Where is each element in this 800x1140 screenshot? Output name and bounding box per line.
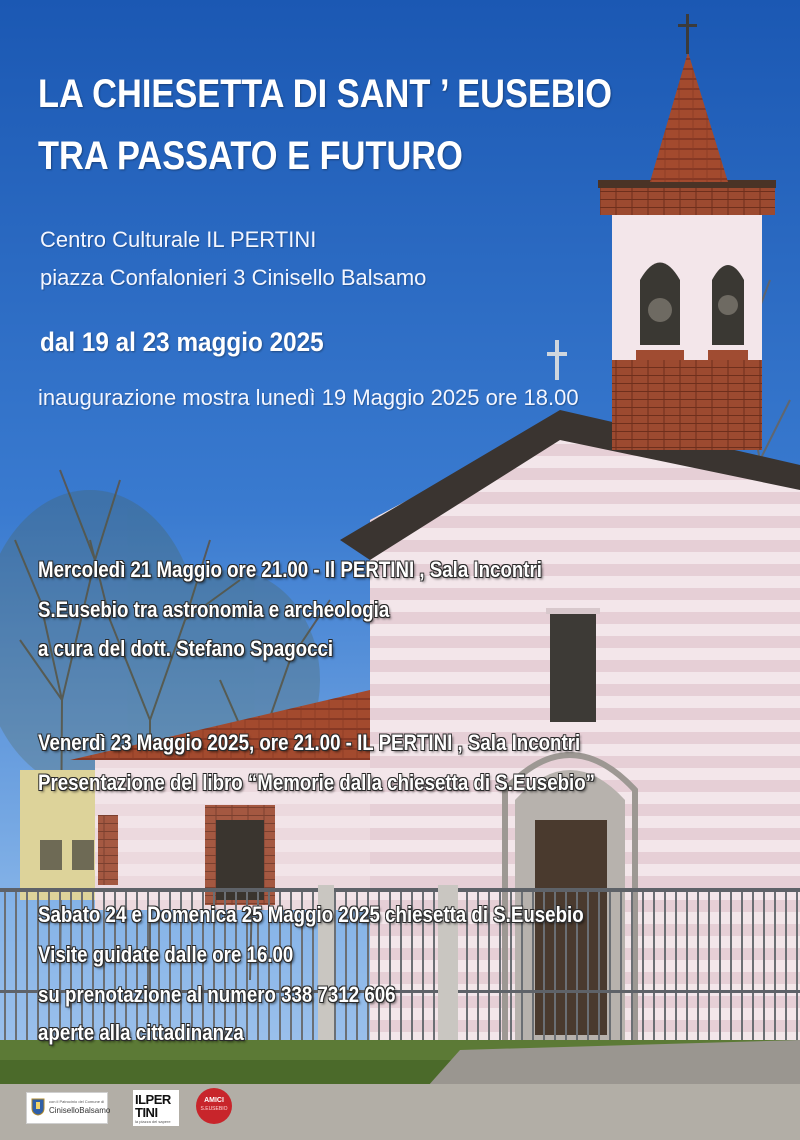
exhibition-opening: inaugurazione mostra lunedì 19 Maggio 2025 ore 18.00 [38,385,579,410]
amici-logo-line-1: AMICI [204,1097,224,1104]
event-1-speaker: a cura del dott. Stefano Spagocci [38,636,334,661]
title-line-2: TRA PASSATO E FUTURO [38,134,463,178]
date-range: dal 19 al 23 maggio 2025 [40,327,324,357]
pertini-logo-line-1: ILPER [135,1092,171,1107]
comune-patronage-text: con il Patrocinio del Comune di [49,1099,105,1104]
event-3-date: Sabato 24 e Domenica 25 Maggio 2025 chiesetta di S.Eusebio [38,902,584,927]
venue-address: piazza Confalonieri 3 Cinisello Balsamo [40,265,427,290]
event-1-title: S.Eusebio tra astronomia e archeologia [38,597,390,622]
comune-name: CiniselloBalsamo [49,1106,111,1115]
amici-logo-line-2: S.EUSEBIO [200,1106,228,1112]
pertini-logo-subtitle: la piazza del sapere [135,1119,171,1124]
amici-logo [196,1088,232,1124]
pertini-logo-line-2: TINI [135,1105,158,1120]
event-2-date: Venerdì 23 Maggio 2025, ore 21.00 - IL PERTINI , Sala Incontri [38,730,581,755]
event-3-booking: su prenotazione al numero 338 7312 606 [38,982,396,1007]
comune-logo [26,1092,111,1124]
event-3-audience: aperte alla cittadinanza [38,1020,244,1045]
pertini-logo [133,1090,179,1126]
venue-name: Centro Culturale IL PERTINI [40,227,317,252]
event-1-date: Mercoledì 21 Maggio ore 21.00 - Il PERTINI , Sala Incontri [38,557,542,582]
crest-icon [31,1098,45,1116]
event-3-visits: Visite guidate dalle ore 16.00 [38,942,294,967]
sponsor-logos [0,1084,800,1140]
title-line-1: LA CHIESETTA DI SANT ’ EUSEBIO [38,72,613,116]
event-2-title: Presentazione del libro “Memorie dalla chiesetta di S.Eusebio” [38,770,596,795]
